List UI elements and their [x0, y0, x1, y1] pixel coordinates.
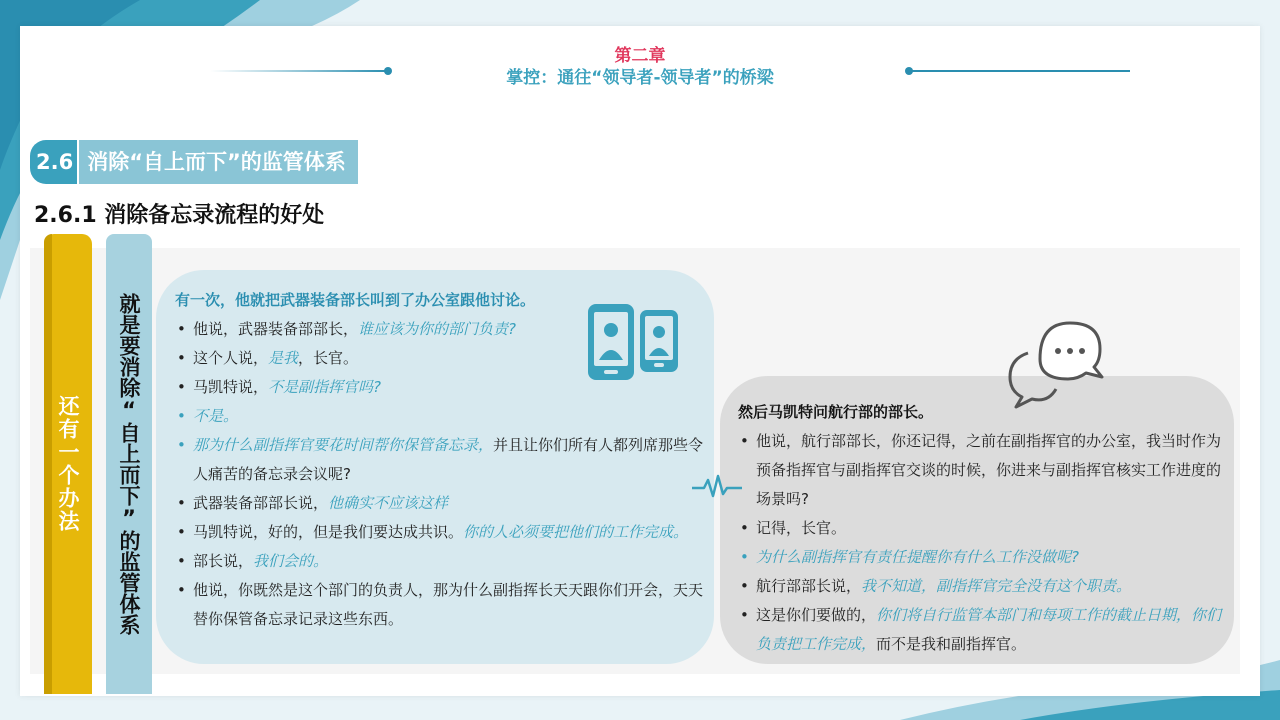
dialog-item-tail: ，长官。 [298, 349, 359, 367]
chat-bubbles-icon [1004, 309, 1104, 409]
right-dialog-list [738, 427, 1228, 659]
header-line-left [210, 70, 388, 72]
dialog-item [738, 601, 1228, 659]
left-dialog-lead: 有一次，他就把武器装备部长叫到了办公室跟他讨论。 [175, 291, 536, 309]
dialog-item-emphasis: 那为什么副指挥官要花时间帮你保管备忘录， [193, 436, 494, 454]
dialog-item-text: 马凯特说， [193, 378, 269, 396]
dialog-item-text: 他说，你既然是这个部门的负责人，那为什么副指挥长天天跟你们开会，天天替你保管备忘录记录这些东西。 [193, 581, 704, 628]
dialog-item [738, 427, 1228, 514]
slide [20, 26, 1260, 696]
dialog-item [175, 431, 705, 489]
dialog-item-emphasis: 是我 [268, 349, 299, 367]
right-dialog [738, 398, 1228, 659]
dialog-item-emphasis: 你们将自行监管本部门和每项工作的截止日期，你们负责把工作完成， [756, 606, 1222, 653]
dialog-item-emphasis: 我不知道，副指挥官完全没有这个职责。 [861, 577, 1132, 595]
dialog-item-emphasis: 谁应该为你的部门负责? [358, 320, 516, 338]
dialog-item [175, 576, 705, 634]
dialog-item-text: 武器装备部部长说， [193, 494, 329, 512]
dialog-item-emphasis: 你的人必须要把他们的工作完成。 [463, 523, 689, 541]
header-dot-right [905, 67, 913, 75]
dialog-item [738, 572, 1228, 601]
dialog-item-emphasis: 我们会的。 [253, 552, 329, 570]
dialog-item [738, 543, 1228, 572]
dialog-item-tail: 而不是我和副指挥官。 [876, 635, 1027, 653]
dialog-item [175, 518, 705, 547]
dialog-item-text: 他说，武器装备部部长， [193, 320, 359, 338]
header-line-right [910, 70, 1130, 72]
dialog-item-text: 部长说， [193, 552, 254, 570]
section-tag [30, 140, 358, 184]
side-label-yellow: 还有一个办法 [56, 395, 80, 533]
dialog-item-text: 这是你们要做的， [756, 606, 877, 624]
dialog-item-text: 这个人说， [193, 349, 269, 367]
dialog-item-text: 他说，航行部部长，你还记得，之前在副指挥官的办公室，我当时作为预备指挥官与副指挥官交谈的时候，你进来与副指挥官核实工作进度的场景吗? [756, 432, 1222, 508]
dialog-item [175, 547, 705, 576]
dialog-item-tail: 并且让你们所有人都列席那些令人痛苦的备忘录会议呢? [193, 436, 704, 483]
side-label-blue: 就是要消除“自上而下”的监管体系 [117, 293, 141, 635]
dialog-item [175, 402, 705, 431]
dialog-item-emphasis: 不是。 [193, 407, 239, 425]
subsection-title: 2.6.1 消除备忘录流程的好处 [34, 203, 325, 228]
header-dot-left [384, 67, 392, 75]
dialog-item-emphasis: 不是副指挥官吗? [268, 378, 381, 396]
dialog-item-text: 记得，长官。 [756, 519, 847, 537]
dialog-item-emphasis: 为什么副指挥官有责任提醒你有什么工作没做呢? [756, 548, 1079, 566]
dialog-item-text: 马凯特说，好的，但是我们要达成共识。 [193, 523, 464, 541]
chapter-number: 第二章 [614, 46, 666, 66]
dialog-item [175, 489, 705, 518]
chapter-header [20, 46, 1260, 90]
dialog-item-emphasis: 他确实不应该这样 [328, 494, 449, 512]
pulse-icon [692, 472, 742, 502]
dialog-item-text: 航行部部长说， [756, 577, 862, 595]
dialog-item [738, 514, 1228, 543]
section-title: 消除“自上而下”的监管体系 [79, 140, 358, 184]
chapter-title: 掌控：通往“领导者-领导者”的桥梁 [506, 68, 774, 88]
section-number: 2.6 [30, 140, 77, 184]
right-dialog-lead: 然后马凯特问航行部的部长。 [738, 403, 934, 421]
phones-icon [584, 302, 680, 384]
